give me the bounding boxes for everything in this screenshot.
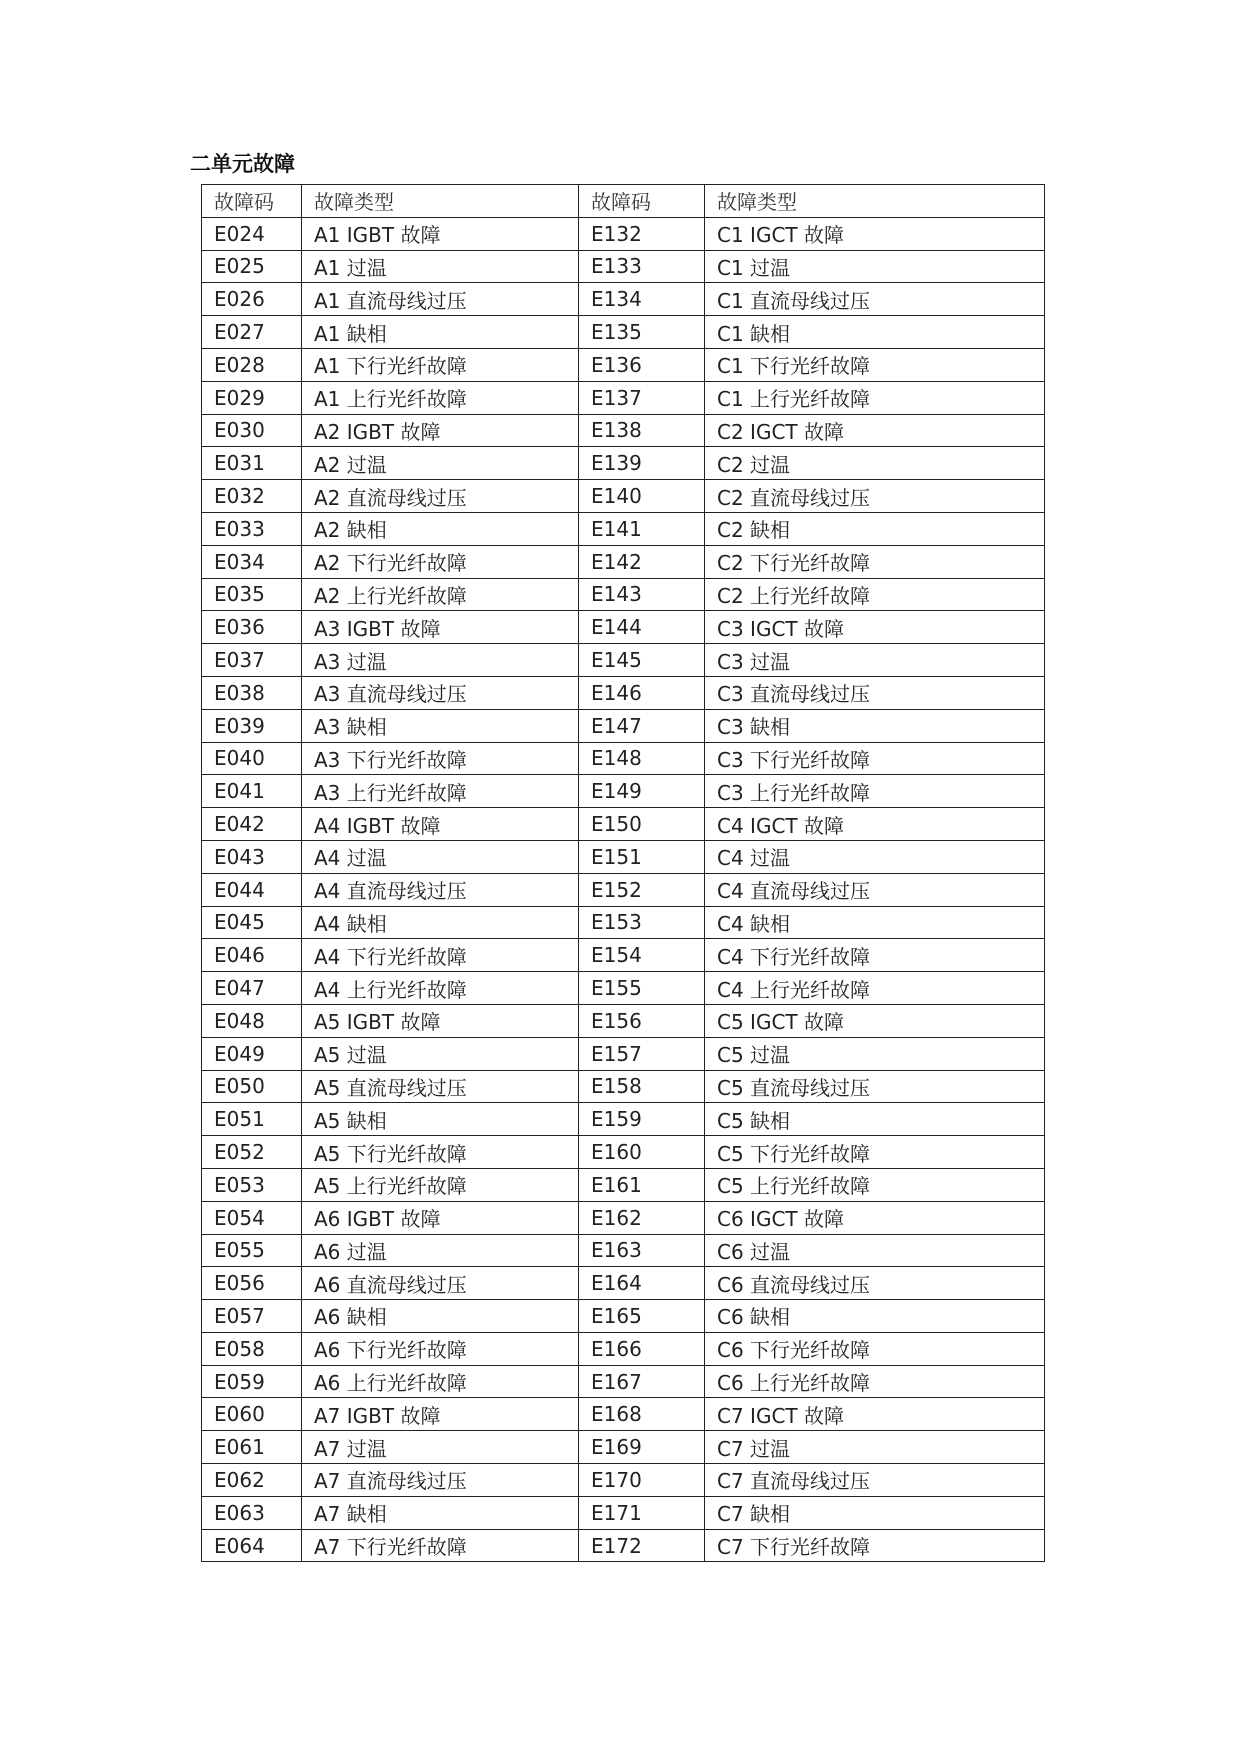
fault-code-left: E040 (202, 742, 302, 775)
fault-type-left: A4 下行光纤故障 (302, 939, 579, 972)
table-row (202, 972, 1045, 1005)
fault-type-left: A2 直流母线过压 (302, 480, 579, 513)
table-row (202, 250, 1045, 283)
fault-code-right: E160 (579, 1136, 705, 1169)
fault-type-left: A4 缺相 (302, 906, 579, 939)
fault-type-left: A7 IGBT 故障 (302, 1398, 579, 1431)
fault-code-left: E053 (202, 1168, 302, 1201)
table-row (202, 545, 1045, 578)
table-row (202, 1070, 1045, 1103)
fault-type-right: C2 缺相 (705, 512, 1045, 545)
fault-type-left: A4 IGBT 故障 (302, 808, 579, 841)
fault-code-right: E170 (579, 1464, 705, 1497)
fault-type-right: C7 过温 (705, 1431, 1045, 1464)
fault-code-right: E145 (579, 644, 705, 677)
fault-type-left: A6 上行光纤故障 (302, 1365, 579, 1398)
table-row (202, 676, 1045, 709)
table-row (202, 316, 1045, 349)
fault-code-left: E027 (202, 316, 302, 349)
fault-type-left: A4 上行光纤故障 (302, 972, 579, 1005)
fault-code-left: E045 (202, 906, 302, 939)
fault-code-right: E144 (579, 611, 705, 644)
fault-type-right: C4 过温 (705, 840, 1045, 873)
fault-code-left: E035 (202, 578, 302, 611)
fault-type-left: A3 下行光纤故障 (302, 742, 579, 775)
fault-type-right: C4 IGCT 故障 (705, 808, 1045, 841)
fault-code-left: E041 (202, 775, 302, 808)
fault-code-left: E026 (202, 283, 302, 316)
table-row (202, 1004, 1045, 1037)
table-row (202, 644, 1045, 677)
fault-code-left: E031 (202, 447, 302, 480)
fault-type-right: C7 IGCT 故障 (705, 1398, 1045, 1431)
fault-code-right: E132 (579, 217, 705, 250)
table-row (202, 939, 1045, 972)
table-row (202, 709, 1045, 742)
fault-type-left: A1 下行光纤故障 (302, 348, 579, 381)
fault-type-right: C7 直流母线过压 (705, 1464, 1045, 1497)
fault-type-left: A4 过温 (302, 840, 579, 873)
table-row (202, 873, 1045, 906)
fault-code-left: E061 (202, 1431, 302, 1464)
fault-code-right: E172 (579, 1529, 705, 1562)
table-row (202, 1398, 1045, 1431)
fault-code-left: E032 (202, 480, 302, 513)
fault-code-right: E141 (579, 512, 705, 545)
fault-type-left: A1 缺相 (302, 316, 579, 349)
fault-code-right: E137 (579, 381, 705, 414)
table-row (202, 1234, 1045, 1267)
fault-type-left: A2 缺相 (302, 512, 579, 545)
fault-type-left: A6 过温 (302, 1234, 579, 1267)
fault-code-right: E146 (579, 676, 705, 709)
fault-code-left: E057 (202, 1300, 302, 1333)
table-row (202, 1300, 1045, 1333)
fault-type-left: A5 直流母线过压 (302, 1070, 579, 1103)
fault-type-left: A3 直流母线过压 (302, 676, 579, 709)
header-fault-type-left: 故障类型 (302, 185, 579, 218)
fault-type-left: A7 下行光纤故障 (302, 1529, 579, 1562)
fault-type-right: C6 IGCT 故障 (705, 1201, 1045, 1234)
table-row (202, 348, 1045, 381)
fault-code-right: E134 (579, 283, 705, 316)
fault-code-right: E151 (579, 840, 705, 873)
fault-code-table (201, 184, 1045, 1562)
fault-code-left: E028 (202, 348, 302, 381)
fault-type-right: C7 缺相 (705, 1496, 1045, 1529)
fault-code-right: E165 (579, 1300, 705, 1333)
fault-code-left: E033 (202, 512, 302, 545)
table-row (202, 1431, 1045, 1464)
table-body (202, 217, 1045, 1562)
fault-type-left: A6 缺相 (302, 1300, 579, 1333)
fault-code-left: E052 (202, 1136, 302, 1169)
fault-code-right: E158 (579, 1070, 705, 1103)
fault-type-right: C5 IGCT 故障 (705, 1004, 1045, 1037)
fault-code-right: E157 (579, 1037, 705, 1070)
fault-type-right: C6 上行光纤故障 (705, 1365, 1045, 1398)
table-row (202, 283, 1045, 316)
fault-code-left: E029 (202, 381, 302, 414)
fault-type-right: C1 下行光纤故障 (705, 348, 1045, 381)
fault-code-right: E138 (579, 414, 705, 447)
fault-code-left: E062 (202, 1464, 302, 1497)
table-row (202, 1464, 1045, 1497)
fault-type-right: C5 下行光纤故障 (705, 1136, 1045, 1169)
table-row (202, 1529, 1045, 1562)
fault-type-right: C3 直流母线过压 (705, 676, 1045, 709)
table-header-row (202, 185, 1045, 218)
fault-type-right: C6 下行光纤故障 (705, 1332, 1045, 1365)
fault-code-right: E155 (579, 972, 705, 1005)
fault-type-left: A2 过温 (302, 447, 579, 480)
fault-type-left: A1 上行光纤故障 (302, 381, 579, 414)
fault-code-right: E168 (579, 1398, 705, 1431)
table-row (202, 1103, 1045, 1136)
fault-type-left: A3 IGBT 故障 (302, 611, 579, 644)
fault-type-left: A1 直流母线过压 (302, 283, 579, 316)
fault-type-right: C3 下行光纤故障 (705, 742, 1045, 775)
fault-code-left: E055 (202, 1234, 302, 1267)
fault-code-left: E063 (202, 1496, 302, 1529)
fault-code-right: E171 (579, 1496, 705, 1529)
fault-type-left: A4 直流母线过压 (302, 873, 579, 906)
fault-type-left: A2 上行光纤故障 (302, 578, 579, 611)
fault-type-right: C1 直流母线过压 (705, 283, 1045, 316)
fault-code-right: E156 (579, 1004, 705, 1037)
fault-type-right: C6 直流母线过压 (705, 1267, 1045, 1300)
table-row (202, 1496, 1045, 1529)
fault-code-left: E024 (202, 217, 302, 250)
table-row (202, 1168, 1045, 1201)
fault-type-right: C1 IGCT 故障 (705, 217, 1045, 250)
table-row (202, 512, 1045, 545)
table-row (202, 447, 1045, 480)
fault-code-left: E037 (202, 644, 302, 677)
fault-type-left: A6 IGBT 故障 (302, 1201, 579, 1234)
fault-code-left: E036 (202, 611, 302, 644)
fault-type-left: A1 IGBT 故障 (302, 217, 579, 250)
fault-code-left: E056 (202, 1267, 302, 1300)
fault-code-left: E047 (202, 972, 302, 1005)
fault-type-right: C3 过温 (705, 644, 1045, 677)
fault-type-left: A7 缺相 (302, 1496, 579, 1529)
fault-type-right: C5 上行光纤故障 (705, 1168, 1045, 1201)
fault-type-right: C2 IGCT 故障 (705, 414, 1045, 447)
fault-type-left: A5 IGBT 故障 (302, 1004, 579, 1037)
fault-code-right: E140 (579, 480, 705, 513)
table-row (202, 217, 1045, 250)
fault-code-left: E059 (202, 1365, 302, 1398)
fault-code-right: E139 (579, 447, 705, 480)
fault-code-left: E025 (202, 250, 302, 283)
table-row (202, 742, 1045, 775)
fault-code-left: E043 (202, 840, 302, 873)
fault-code-right: E161 (579, 1168, 705, 1201)
fault-type-right: C4 下行光纤故障 (705, 939, 1045, 972)
fault-type-left: A1 过温 (302, 250, 579, 283)
fault-type-left: A5 过温 (302, 1037, 579, 1070)
fault-code-right: E148 (579, 742, 705, 775)
fault-type-right: C2 下行光纤故障 (705, 545, 1045, 578)
fault-type-left: A7 直流母线过压 (302, 1464, 579, 1497)
fault-type-left: A7 过温 (302, 1431, 579, 1464)
fault-code-right: E159 (579, 1103, 705, 1136)
fault-type-right: C1 缺相 (705, 316, 1045, 349)
fault-code-right: E152 (579, 873, 705, 906)
fault-code-right: E149 (579, 775, 705, 808)
fault-code-left: E049 (202, 1037, 302, 1070)
fault-code-left: E054 (202, 1201, 302, 1234)
fault-type-right: C5 缺相 (705, 1103, 1045, 1136)
table-row (202, 1201, 1045, 1234)
table-row (202, 480, 1045, 513)
fault-type-right: C3 IGCT 故障 (705, 611, 1045, 644)
fault-type-right: C4 缺相 (705, 906, 1045, 939)
fault-code-left: E044 (202, 873, 302, 906)
fault-type-left: A6 下行光纤故障 (302, 1332, 579, 1365)
fault-code-right: E166 (579, 1332, 705, 1365)
fault-code-right: E164 (579, 1267, 705, 1300)
fault-type-left: A5 缺相 (302, 1103, 579, 1136)
fault-type-right: C7 下行光纤故障 (705, 1529, 1045, 1562)
fault-code-right: E136 (579, 348, 705, 381)
table-row (202, 611, 1045, 644)
fault-code-right: E154 (579, 939, 705, 972)
table-row (202, 1136, 1045, 1169)
fault-type-right: C3 上行光纤故障 (705, 775, 1045, 808)
fault-type-left: A3 上行光纤故障 (302, 775, 579, 808)
fault-type-left: A5 上行光纤故障 (302, 1168, 579, 1201)
fault-type-right: C5 直流母线过压 (705, 1070, 1045, 1103)
fault-type-left: A5 下行光纤故障 (302, 1136, 579, 1169)
fault-code-left: E039 (202, 709, 302, 742)
section-title: 二单元故障 (190, 152, 295, 176)
fault-code-right: E153 (579, 906, 705, 939)
fault-code-right: E143 (579, 578, 705, 611)
fault-type-right: C6 缺相 (705, 1300, 1045, 1333)
fault-code-right: E142 (579, 545, 705, 578)
fault-code-left: E038 (202, 676, 302, 709)
fault-code-left: E050 (202, 1070, 302, 1103)
fault-type-left: A3 过温 (302, 644, 579, 677)
fault-code-right: E167 (579, 1365, 705, 1398)
table-row (202, 414, 1045, 447)
fault-code-right: E162 (579, 1201, 705, 1234)
fault-type-right: C1 上行光纤故障 (705, 381, 1045, 414)
fault-type-right: C4 上行光纤故障 (705, 972, 1045, 1005)
fault-code-right: E135 (579, 316, 705, 349)
fault-type-left: A2 IGBT 故障 (302, 414, 579, 447)
fault-code-left: E060 (202, 1398, 302, 1431)
fault-type-left: A3 缺相 (302, 709, 579, 742)
fault-code-right: E163 (579, 1234, 705, 1267)
table-row (202, 381, 1045, 414)
table-row (202, 808, 1045, 841)
fault-code-left: E030 (202, 414, 302, 447)
fault-type-right: C4 直流母线过压 (705, 873, 1045, 906)
fault-type-right: C5 过温 (705, 1037, 1045, 1070)
fault-type-left: A6 直流母线过压 (302, 1267, 579, 1300)
table-row (202, 1037, 1045, 1070)
fault-code-left: E064 (202, 1529, 302, 1562)
table-row (202, 840, 1045, 873)
fault-code-right: E169 (579, 1431, 705, 1464)
fault-code-left: E058 (202, 1332, 302, 1365)
fault-type-right: C2 直流母线过压 (705, 480, 1045, 513)
fault-code-right: E150 (579, 808, 705, 841)
table-row (202, 906, 1045, 939)
header-fault-code-right: 故障码 (579, 185, 705, 218)
table-row (202, 775, 1045, 808)
fault-code-left: E042 (202, 808, 302, 841)
fault-code-right: E133 (579, 250, 705, 283)
table-row (202, 1332, 1045, 1365)
fault-type-right: C1 过温 (705, 250, 1045, 283)
fault-code-left: E034 (202, 545, 302, 578)
table-row (202, 1267, 1045, 1300)
fault-type-right: C3 缺相 (705, 709, 1045, 742)
table-row (202, 1365, 1045, 1398)
fault-type-right: C2 上行光纤故障 (705, 578, 1045, 611)
fault-code-left: E051 (202, 1103, 302, 1136)
fault-type-right: C2 过温 (705, 447, 1045, 480)
fault-code-right: E147 (579, 709, 705, 742)
fault-code-left: E048 (202, 1004, 302, 1037)
header-fault-code-left: 故障码 (202, 185, 302, 218)
table-row (202, 578, 1045, 611)
header-fault-type-right: 故障类型 (705, 185, 1045, 218)
fault-type-right: C6 过温 (705, 1234, 1045, 1267)
fault-type-left: A2 下行光纤故障 (302, 545, 579, 578)
fault-code-left: E046 (202, 939, 302, 972)
